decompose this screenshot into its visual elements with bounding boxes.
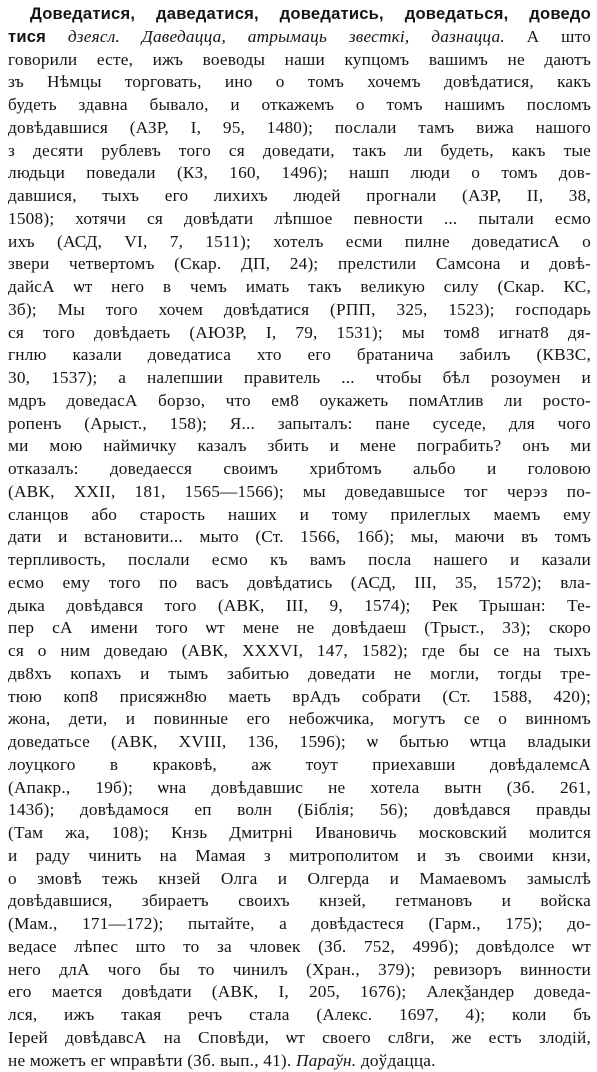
entry-line — [8, 3, 591, 26]
entry-line — [8, 617, 591, 640]
entry-text: о змовѣ тежь кнзей Олга и Олгерда и Мамаевомъ замыслѣ — [8, 869, 591, 888]
entry-line — [8, 595, 591, 618]
entry-text: А што — [505, 27, 591, 46]
entry-line — [8, 890, 591, 913]
entry-line — [8, 253, 591, 276]
entry-line — [8, 208, 591, 231]
entry-line — [8, 140, 591, 163]
entry-text — [46, 27, 68, 46]
entry-text: сланцов або старость наших и тому прилеглых маемъ ему — [8, 505, 591, 524]
entry-text: лся, ижъ такая речъ стала (Алекс. 1697, 4); коли бъ — [8, 1005, 591, 1024]
dictionary-entry — [8, 3, 591, 1072]
entry-line — [8, 981, 591, 1004]
entry-text: лоуцкого в краковѣ, аж тоут приехавши довѣдалемсА — [8, 755, 591, 774]
entry-line — [8, 1050, 591, 1072]
entry-line — [8, 26, 591, 49]
entry-text: мдръ доведасА борзо, что ем8 оукажеть помАтлив ли росто- — [8, 391, 591, 410]
entry-line — [8, 413, 591, 436]
headword-text: Доведатися, даведатися, доведатись, доведаться, доведо — [30, 4, 591, 23]
entry-text: него длА чого бы то чинилъ (Хран., 379); ревизоръ винности — [8, 960, 591, 979]
entry-line — [8, 777, 591, 800]
entry-text: его мается довѣдати (АВК, I, 205, 1676); Алекѯандер доведа- — [8, 982, 591, 1001]
entry-line — [8, 299, 591, 322]
headword-text: тися — [8, 27, 46, 46]
entry-text: 1508); хотячи ся довѣдати лѣпшое певности ... пытали есмо — [8, 209, 591, 228]
entry-text: не можетъ ег ѡправѣти (Зб. вып., 41). — [8, 1051, 291, 1070]
entry-text: ми мою наймичку казалъ збить и мене пограбить? онъ ми — [8, 436, 591, 455]
entry-line — [8, 481, 591, 504]
entry-line — [8, 526, 591, 549]
entry-text: дати и встановити... мыто (Ст. 1566, 16б); мы, маючи въ томъ — [8, 527, 591, 546]
entry-line — [8, 754, 591, 777]
entry-line — [8, 640, 591, 663]
entry-line — [8, 322, 591, 345]
entry-text: ихъ (АСД, VI, 7, 1511); хотелъ есми пилне доведатисА о — [8, 232, 591, 251]
entry-line — [8, 390, 591, 413]
entry-line — [8, 185, 591, 208]
entry-line — [8, 367, 591, 390]
entry-line — [8, 276, 591, 299]
italic-text: дзеясл. Даведацца, атрымаць звесткі, дазнацца. — [68, 27, 505, 46]
entry-text: (Апакр., 19б); ѡна довѣдавшис не хотела вытн (Зб. 261, — [8, 778, 591, 797]
entry-text: Iерей довѣдавсА на Сповѣди, ѡт своего сл8ги, же естъ злодій, — [8, 1028, 591, 1047]
entry-text: давшися, тыхъ его лихихъ людей прогнали (АЗР, II, 38, — [8, 186, 591, 205]
entry-text: звери четвертомъ (Скар. ДП, 24); прелстили Самсона и довѣ- — [8, 254, 591, 273]
entry-line — [8, 663, 591, 686]
entry-text: людьци поведали (КЗ, 160, 1496); нашп люди о томъ дов- — [8, 163, 591, 182]
entry-line — [8, 1027, 591, 1050]
entry-text: 30, 1537); а налепшии правитель ... чтобы бѣл розоумен и — [8, 368, 591, 387]
entry-text: ся того довѣдаеть (АЮЗР, I, 79, 1531); мы том8 игнат8 дя- — [8, 323, 591, 342]
entry-text: будеть здавна бывало, и откажемъ о томъ нашимъ посломъ — [8, 95, 591, 114]
entry-line — [8, 959, 591, 982]
entry-line — [8, 117, 591, 140]
entry-text: терпливость, послали есмо къ вамъ посла нашего и казали — [8, 550, 591, 569]
entry-text: дайсА ѡт него в чемъ имать такъ великую силу (Скар. КС, — [8, 277, 591, 296]
entry-line — [8, 868, 591, 891]
entry-text: жона, дети, и повинные его небожчика, могутъ се о винномъ — [8, 709, 591, 728]
entry-text: ведасе лѣпес што то за чловек (Зб. 752, 499б); довѣдолсе ѡт — [8, 937, 591, 956]
entry-line — [8, 1004, 591, 1027]
entry-line — [8, 731, 591, 754]
entry-line — [8, 822, 591, 845]
entry-text: пер сА имени того ѡт мене не довѣдаеш (Трыст., 33); скоро — [8, 618, 591, 637]
entry-text: доўдацца. — [356, 1051, 435, 1070]
entry-line — [8, 845, 591, 868]
entry-line — [8, 913, 591, 936]
entry-line — [8, 708, 591, 731]
entry-text: ропенъ (Арыст., 158); Я... запыталъ: пане суседе, для чого — [8, 414, 591, 433]
entry-text: говорили есте, ижъ воеводы наши купцомъ вашимъ не даютъ — [8, 50, 591, 69]
entry-line — [8, 49, 591, 72]
entry-line — [8, 435, 591, 458]
entry-line — [8, 231, 591, 254]
italic-text: Параўн. — [296, 1051, 356, 1070]
entry-line — [8, 162, 591, 185]
entry-text: довѣдавшися (АЗР, I, 95, 1480); послали тамъ вижа нашого — [8, 118, 591, 137]
entry-text: довѣдавшися, збираетъ своихъ кнзей, гетмановъ и войска — [8, 891, 591, 910]
entry-line — [8, 572, 591, 595]
entry-text: з десяти рублевъ того ся доведати, такъ ли будеть, какъ тые — [8, 141, 591, 160]
entry-line — [8, 71, 591, 94]
entry-line — [8, 504, 591, 527]
entry-text: дв8хъ копахъ и тымъ забитью доведати не могли, тогды тре- — [8, 664, 591, 683]
entry-line — [8, 549, 591, 572]
entry-text: (Там жа, 108); Кнзь Дмитрні Ивановичь московский молится — [8, 823, 591, 842]
entry-text: доведатьсе (АВК, XVIII, 136, 1596); ѡ бытью ѡтца владыки — [8, 732, 591, 751]
entry-line — [8, 344, 591, 367]
entry-line — [8, 799, 591, 822]
entry-text: (АВК, XXII, 181, 1565—1566); мы доведавшысе тог черэз по- — [8, 482, 591, 501]
entry-text: тюю коп8 присяжн8ю маеть врАдъ собрати (Ст. 1588, 420); — [8, 687, 591, 706]
entry-line — [8, 936, 591, 959]
entry-text: (Мам., 171—172); пытайте, а довѣдастеся (Гарм., 175); до- — [8, 914, 591, 933]
entry-text: и раду чинить на Мамая з митрополитом и зъ своими кнзи, — [8, 846, 591, 865]
entry-text: ся о ним доведаю (АВК, XXXVI, 147, 1582); где бы се на тыхъ — [8, 641, 591, 660]
entry-text: есмо ему того по васъ довѣдатись (АСД, III, 35, 1572); вла- — [8, 573, 591, 592]
entry-line — [8, 458, 591, 481]
entry-text: 3б); Мы того хочем довѣдатися (РПП, 325, 1523); господарь — [8, 300, 591, 319]
entry-text: 143б); довѣдамося еп волн (Біблія; 56); довѣдався правды — [8, 800, 591, 819]
entry-line — [8, 94, 591, 117]
entry-text: зъ Нѣмцы торговать, ино о томъ хочемъ довѣдатися, какъ — [8, 72, 591, 91]
entry-text: дыка довѣдався того (АВК, III, 9, 1574); Рек Трышан: Те- — [8, 596, 591, 615]
entry-line — [8, 686, 591, 709]
entry-text: отказалъ: доведаеcся своимъ хрибтомъ альбо и головою — [8, 459, 591, 478]
entry-text: гнлю казали доведатиса хто его братанича забилъ (КВЗС, — [8, 345, 591, 364]
